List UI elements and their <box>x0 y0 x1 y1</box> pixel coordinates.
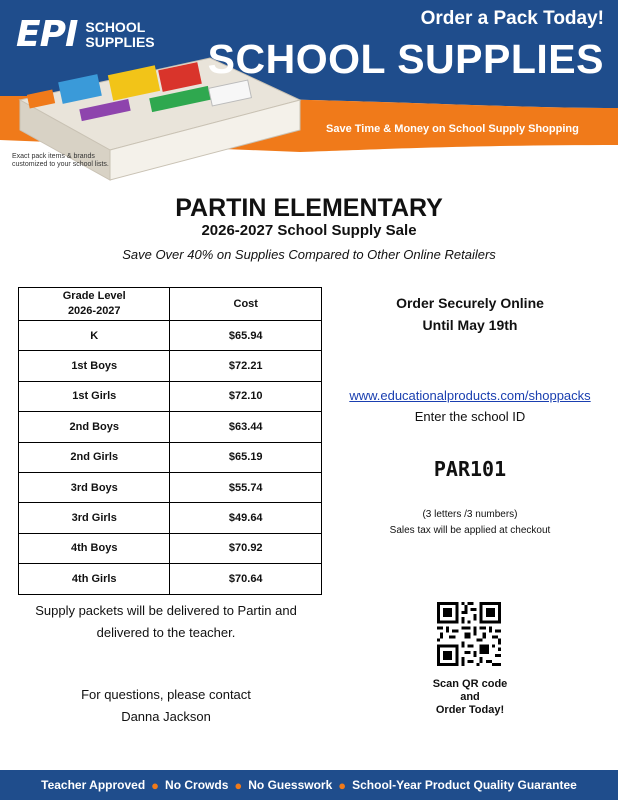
bullet-dot-icon: ● <box>338 777 347 793</box>
grade-cell: 2nd Girls <box>19 442 170 472</box>
footer-item: Teacher Approved <box>41 778 146 792</box>
footer-bar <box>0 770 618 800</box>
cost-cell: $70.64 <box>170 564 322 594</box>
school-name: PARTIN ELEMENTARY <box>175 194 443 222</box>
table-row <box>19 442 322 472</box>
cost-cell: $65.94 <box>170 321 322 351</box>
table-row <box>19 381 322 411</box>
grade-cell: 1st Girls <box>19 381 170 411</box>
qr-caption: Scan QR code and Order Today! <box>432 678 508 716</box>
savings-text: Save Over 40% on Supplies Compared to Other Online Retailers <box>122 247 496 262</box>
delivery-note: Supply packets will be delivered to Partin and delivered to the teacher. <box>35 603 297 640</box>
cost-cell: $63.44 <box>170 412 322 442</box>
epi-logo <box>16 14 155 55</box>
table-row <box>19 503 322 533</box>
table-header-row <box>19 288 322 321</box>
banner-note: Exact pack items & brands customized to your school lists. <box>12 153 109 168</box>
sales-tax-note: Sales tax will be applied at checkout <box>389 525 551 536</box>
order-online-text: Order Securely Online Until May 19th <box>396 295 544 333</box>
table-row <box>19 321 322 351</box>
grade-cell: 3rd Girls <box>19 503 170 533</box>
banner-save-text: Save Time & Money on School Supply Shopping <box>326 123 579 135</box>
grade-cell: 3rd Boys <box>19 472 170 502</box>
footer-item: No Guesswork <box>248 778 333 792</box>
cost-cell: $65.19 <box>170 442 322 472</box>
logo-text: EPI <box>16 14 78 55</box>
table-row <box>19 472 322 502</box>
cost-cell: $55.74 <box>170 472 322 502</box>
grade-level-header: Grade Level 2026-2027 <box>19 288 170 321</box>
cost-cell: $72.21 <box>170 351 322 381</box>
bullet-dot-icon: ● <box>234 777 243 793</box>
table-row <box>19 351 322 381</box>
banner-tagline: Order a Pack Today! <box>420 8 604 29</box>
cost-header: Cost <box>170 288 322 321</box>
cost-cell: $70.92 <box>170 533 322 563</box>
contact-note: For questions, please contact Danna Jackson <box>81 687 251 724</box>
enter-school-id-text: Enter the school ID <box>414 409 526 424</box>
school-id: PAR101 <box>433 457 507 481</box>
logo-subtitle: SCHOOL SUPPLIES <box>85 18 155 50</box>
grade-cell: 4th Girls <box>19 564 170 594</box>
table-row <box>19 533 322 563</box>
bullet-dot-icon: ● <box>151 777 160 793</box>
id-format-note: (3 letters /3 numbers) <box>422 509 518 520</box>
header-banner <box>0 0 618 182</box>
cost-cell: $72.10 <box>170 381 322 411</box>
grade-cell: K <box>19 321 170 351</box>
qr-code-icon[interactable] <box>437 602 501 666</box>
table-row <box>19 564 322 594</box>
sale-title: 2026-2027 School Supply Sale <box>201 222 417 239</box>
grade-cell: 2nd Boys <box>19 412 170 442</box>
price-table <box>18 287 322 595</box>
grade-cell: 4th Boys <box>19 533 170 563</box>
footer-item: School-Year Product Quality Guarantee <box>352 778 577 792</box>
banner-title: SCHOOL SUPPLIES <box>207 36 604 82</box>
cost-cell: $49.64 <box>170 503 322 533</box>
grade-cell: 1st Boys <box>19 351 170 381</box>
footer-item: No Crowds <box>165 778 229 792</box>
shop-packs-link[interactable]: www.educationalproducts.com/shoppacks <box>349 388 591 403</box>
table-row <box>19 412 322 442</box>
